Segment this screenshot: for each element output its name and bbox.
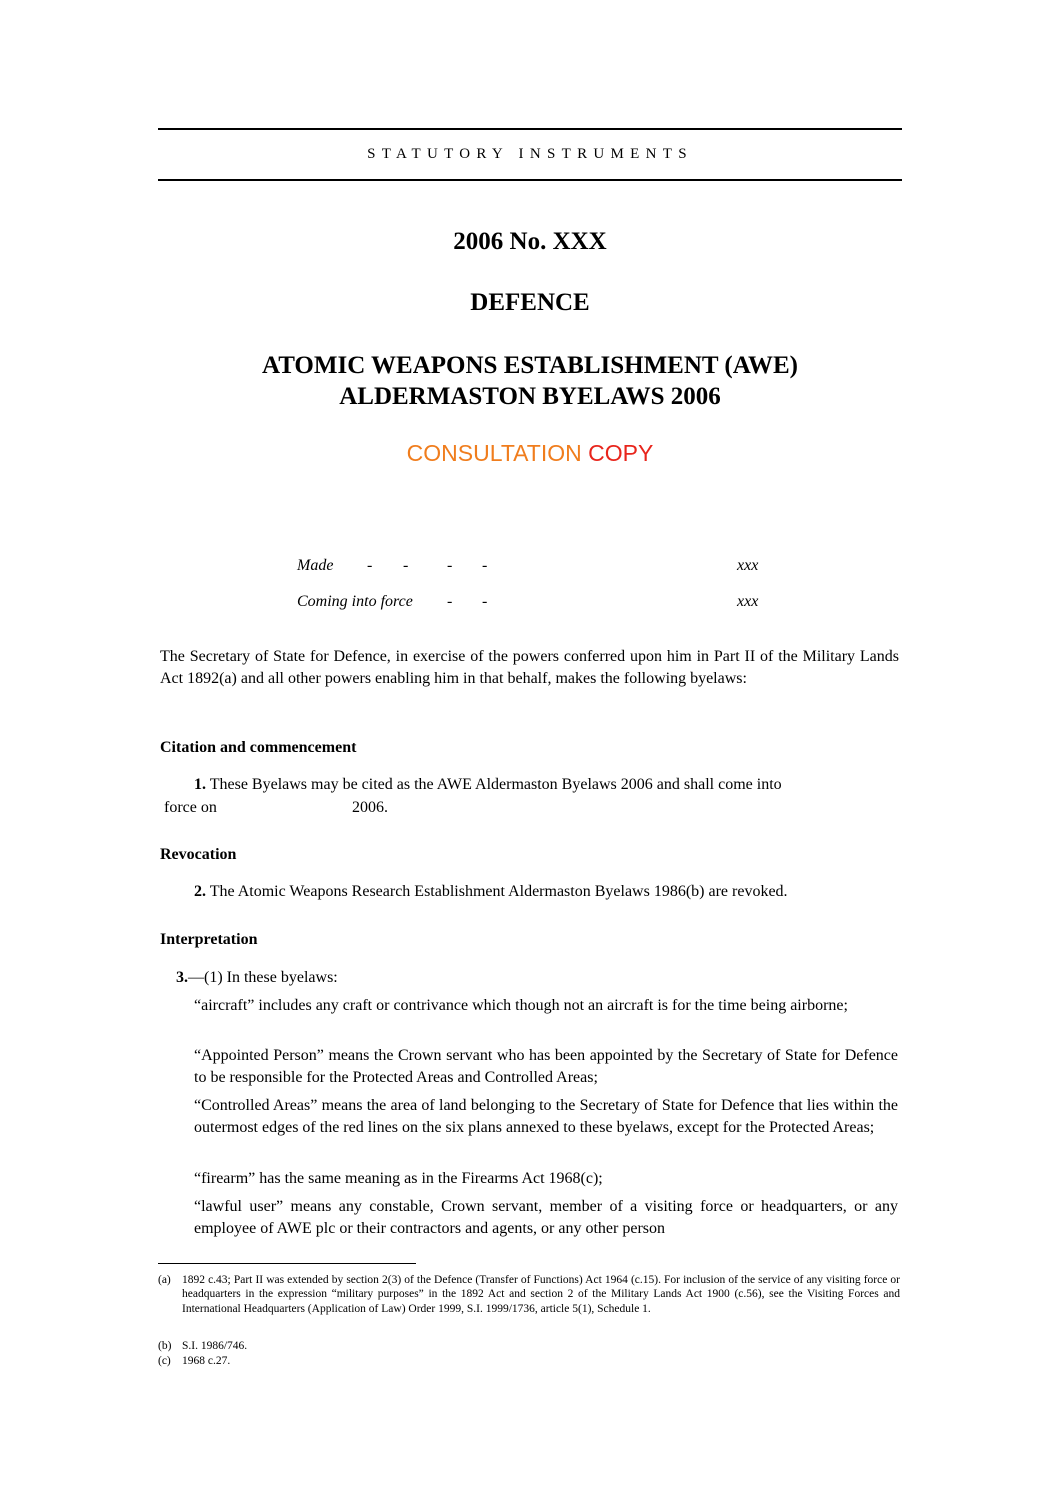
- citation-paragraph-continued: [164, 797, 903, 819]
- dash: -: [367, 557, 373, 574]
- dash: -: [447, 593, 453, 610]
- footnote-a: [158, 1273, 900, 1316]
- revocation-text: The Atomic Weapons Research Establishment Aldermaston Byelaws 1986(b) are revoked.: [209, 883, 788, 900]
- coming-into-force-label: Coming into force: [297, 593, 413, 610]
- dash: -: [482, 557, 488, 574]
- footnote-mark: (b): [158, 1340, 172, 1352]
- consultation-word: CONSULTATION: [406, 440, 582, 466]
- definition-appointed-person: “Appointed Person” means the Crown servant who has been appointed by the Secretary of State for Defence to be responsible for the Protected Areas and Controlled Areas;: [194, 1047, 898, 1086]
- subject-heading: DEFENCE: [470, 289, 590, 316]
- footnote-text: 1968 c.27.: [182, 1355, 231, 1367]
- definition-controlled-areas: “Controlled Areas” means the area of land belonging to the Secretary of State for Defence that lies within the outermost edges of the red lines on the six plans annexed to these byelaws, except for the Protected Areas;: [194, 1097, 898, 1136]
- consultation-copy-stamp: [158, 440, 902, 467]
- definition-aircraft: “aircraft” includes any craft or contrivance which though not an aircraft is for the time being airborne;: [194, 997, 848, 1014]
- citation-text-force-on: force on: [164, 799, 217, 816]
- made-value: xxx: [737, 557, 759, 574]
- definition-lawful-user: “lawful user” means any constable, Crown servant, member of a visiting force or headquarters, or any employee of AWE plc or their contractors and agents, or any other person: [194, 1198, 898, 1237]
- definition-firearm: “firearm” has the same meaning as in the Firearms Act 1968(c);: [194, 1170, 603, 1187]
- instrument-number: 2006 No. XXX: [453, 228, 607, 255]
- coming-into-force-value: xxx: [737, 593, 759, 610]
- interpretation-paragraph: [176, 967, 881, 989]
- footnote-rule: [158, 1263, 416, 1264]
- revocation-paragraph: [194, 881, 899, 903]
- footnote-mark: (a): [158, 1274, 171, 1286]
- footnote-b: [158, 1339, 900, 1353]
- citation-number: 1.: [194, 776, 206, 793]
- revocation-heading: Revocation: [160, 846, 237, 863]
- revocation-number: 2.: [194, 883, 206, 900]
- footnote-mark: (c): [158, 1355, 171, 1367]
- interpretation-text: —(1) In these byelaws:: [188, 969, 338, 986]
- preamble: The Secretary of State for Defence, in exercise of the powers conferred upon him in Part II of the Military Lands Act 1892(a) and all other powers enabling him in that behalf, makes the following byelaws:: [160, 648, 899, 687]
- footnote-text: S.I. 1986/746.: [182, 1340, 248, 1352]
- copy-word: COPY: [588, 440, 654, 466]
- interpretation-heading: Interpretation: [160, 931, 258, 948]
- interpretation-number: 3.: [176, 969, 188, 986]
- top-rule: [158, 128, 902, 130]
- citation-text: These Byelaws may be cited as the AWE Aldermaston Byelaws 2006 and shall come into: [209, 776, 782, 793]
- title-line-2: ALDERMASTON BYELAWS 2006: [339, 383, 721, 410]
- dash: -: [403, 557, 409, 574]
- footnote-text: 1892 c.43; Part II was extended by section 2(3) of the Defence (Transfer of Functions) Act 1964 (c.15). For inclusion of the service of any visiting force or headquarters in the expression “military purposes” in the 1892 Act and section 2 of the Military Lands Act 1900 (c.56), see the Visiting Forces and International Headquarters (Application of Law) Order 1999, S.I. 1999/1736, article 5(1), Schedule 1.: [182, 1274, 900, 1315]
- title-line-1: ATOMIC WEAPONS ESTABLISHMENT (AWE): [262, 352, 798, 379]
- made-label: Made: [297, 557, 334, 574]
- dash: -: [482, 593, 488, 610]
- series-label: STATUTORY INSTRUMENTS: [367, 146, 693, 162]
- header-rule: [158, 179, 902, 181]
- citation-heading: Citation and commencement: [160, 739, 357, 756]
- citation-text-year: 2006.: [352, 799, 388, 816]
- footnote-c: [158, 1354, 900, 1368]
- dash: -: [447, 557, 453, 574]
- citation-paragraph: [194, 774, 899, 796]
